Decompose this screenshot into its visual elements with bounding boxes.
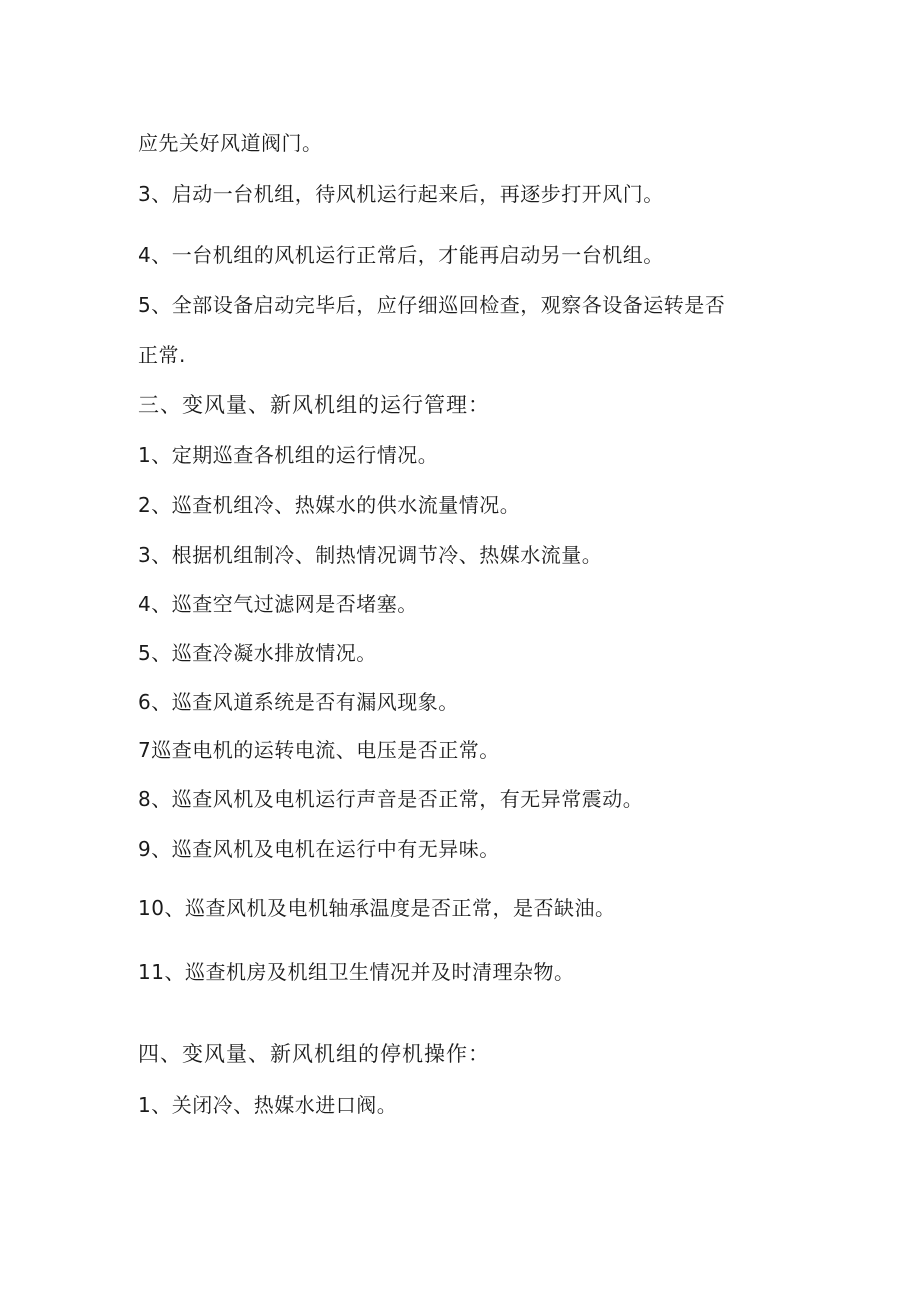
list-item-manage-11: 11、巡查机房及机组卫生情况并及时清理杂物。 xyxy=(138,960,575,984)
list-item-start-5-continued: 正常. xyxy=(138,343,186,367)
list-item-stop-1: 1、关闭冷、热媒水进口阀。 xyxy=(138,1093,398,1117)
section-heading-4: 四、变风量、新风机组的停机操作： xyxy=(138,1042,490,1066)
list-item-manage-7: 7巡查电机的运转电流、电压是否正常。 xyxy=(138,738,500,762)
list-item-manage-3: 3、根据机组制冷、制热情况调节冷、热媒水流量。 xyxy=(138,543,603,567)
list-item-manage-10: 10、巡查风机及电机轴承温度是否正常，是否缺油。 xyxy=(138,896,616,920)
list-item-start-4: 4、一台机组的风机运行正常后，才能再启动另一台机组。 xyxy=(138,243,664,267)
section-heading-3: 三、变风量、新风机组的运行管理： xyxy=(138,393,490,417)
list-item-manage-6: 6、巡查风道系统是否有漏风现象。 xyxy=(138,690,459,714)
list-item-start-3: 3、启动一台机组，待风机运行起来后，再逐步打开风门。 xyxy=(138,182,664,206)
list-item-manage-2: 2、巡查机组冷、热媒水的供水流量情况。 xyxy=(138,493,521,517)
list-item-manage-1: 1、定期巡查各机组的运行情况。 xyxy=(138,443,439,467)
list-item-manage-8: 8、巡查风机及电机运行声音是否正常，有无异常震动。 xyxy=(138,787,644,811)
text-line-continuation: 应先关好风道阀门。 xyxy=(138,131,323,155)
list-item-start-5: 5、全部设备启动完毕后，应仔细巡回检查，观察各设备运转是否 xyxy=(138,293,726,317)
list-item-manage-9: 9、巡查风机及电机在运行中有无异味。 xyxy=(138,837,500,861)
list-item-manage-5: 5、巡查冷凝水排放情况。 xyxy=(138,641,377,665)
list-item-manage-4: 4、巡查空气过滤网是否堵塞。 xyxy=(138,592,418,616)
